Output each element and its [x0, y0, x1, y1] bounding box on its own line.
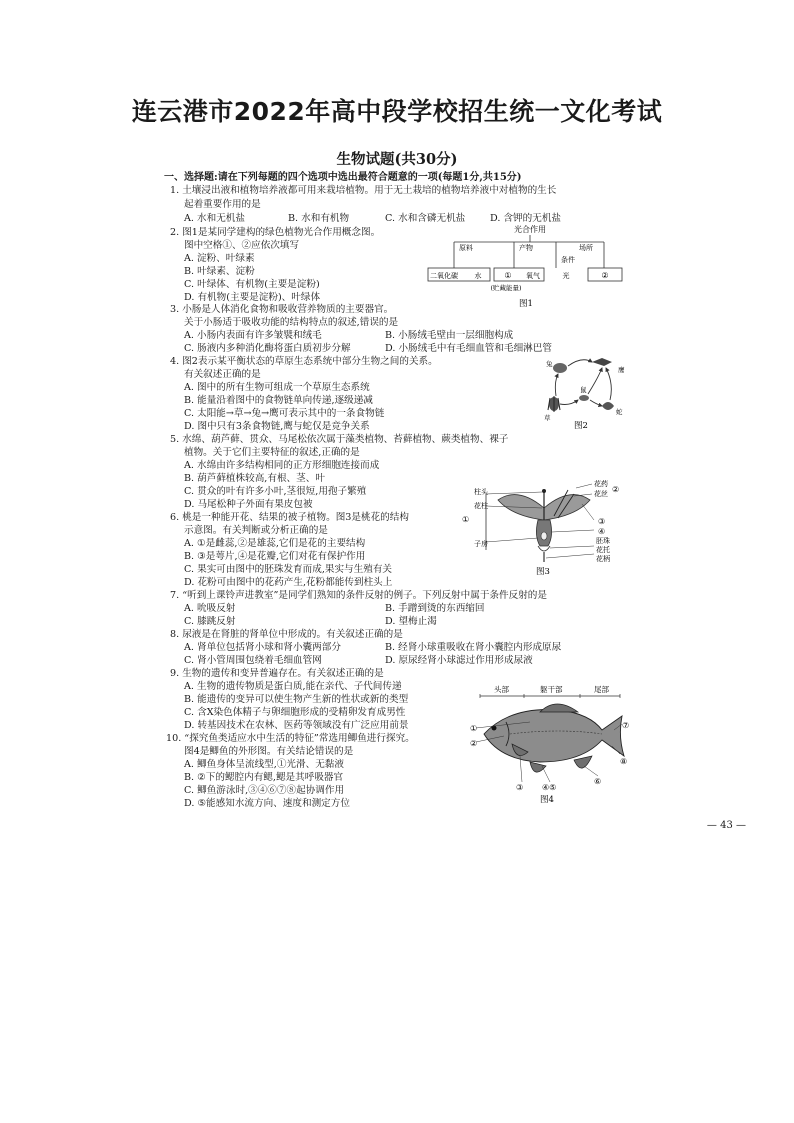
fig1-box-oxygen: 氧气 — [526, 272, 540, 280]
pelvic-fin-icon — [530, 762, 546, 772]
fig1-label-materials: 原料 — [459, 244, 473, 252]
fig1-label-site: 场所 — [579, 244, 593, 252]
q10-option-d: D. ⑤能感知水流方向、速度和测定方位 — [184, 798, 350, 809]
fig4-region-trunk: 躯干部 — [540, 685, 563, 694]
q6-option-c: C. 果实可由图中的胚珠发育而成,果实与生殖有关 — [184, 564, 393, 575]
q9-option-d: D. 转基因技术在农林、医药等领域没有广泛应用前景 — [184, 720, 409, 731]
q10-stem-line2: 图4是鲫鱼的外形图。有关结论错误的是 — [184, 746, 354, 757]
figure-1-photosynthesis-concept-map — [426, 222, 626, 310]
q3-option-a: A. 小肠内表面有许多皱襞和绒毛 — [184, 330, 322, 341]
snake-icon — [602, 402, 614, 410]
q5-option-a: A. 水绵由许多结构相同的正方形细胞连接而成 — [184, 460, 380, 471]
q1-stem-line2: 起着重要作用的是 — [184, 199, 261, 210]
q6-stem-line2: 示意图。有关判断或分析正确的是 — [184, 525, 328, 536]
q6-option-b: B. ③是萼片,④是花瓣,它们对花有保护作用 — [184, 551, 366, 562]
fig3-caption: 图3 — [536, 567, 550, 576]
q5-option-c: C. 贯众的叶有许多小叶,茎很短,用孢子繁殖 — [184, 486, 367, 497]
q4-stem-line1: 4. 图2表示某平衡状态的草原生态系统中部分生物之间的关系。 — [170, 356, 438, 367]
q9-option-a: A. 生物的遗传物质是蛋白质,能在亲代、子代间传递 — [184, 681, 402, 692]
q4-option-d: D. 图中只有3条食物链,鹰与蛇仅是竞争关系 — [184, 421, 370, 432]
q5-option-b: B. 葫芦藓植株较高,有根、茎、叶 — [184, 473, 325, 484]
q7-option-a: A. 吮吸反射 — [184, 603, 236, 614]
q3-stem-line1: 3. 小肠是人体消化食物和吸收营养物质的主要器官。 — [170, 304, 394, 315]
fig2-label-eagle: 鹰 — [618, 366, 625, 374]
q8-option-c: C. 肾小管周围包绕着毛细血管网 — [184, 655, 322, 666]
q8-option-b: B. 经肾小球重吸收在肾小囊腔内形成原尿 — [385, 642, 562, 653]
fig4-num-7: ⑦ — [622, 721, 630, 730]
ovule-icon — [541, 532, 547, 540]
section-heading: 一、选择题:请在下列每题的四个选项中选出最符合题意的一项(每题1分,共15分) — [164, 172, 522, 183]
q2-option-c: C. 叶绿体、有机物(主要是淀粉) — [184, 279, 320, 290]
fig2-label-snake: 蛇 — [616, 408, 623, 416]
mouse-icon — [579, 395, 589, 401]
fig4-region-head: 头部 — [494, 685, 509, 694]
fig2-label-rabbit: 兔 — [546, 360, 553, 368]
fig1-box-light: 光 — [562, 272, 570, 280]
q5-option-d: D. 马尾松种子外面有果皮包被 — [184, 499, 313, 510]
fig1-top-label: 光合作用 — [514, 225, 546, 234]
fig1-energy-note: (贮藏能量) — [490, 284, 522, 292]
q1-stem-line1: 1. 土壤浸出液和植物培养液都可用来栽培植物。用于无土栽培的植物培养液中对植物的生长 — [170, 185, 557, 196]
fig4-caption: 图4 — [540, 795, 554, 805]
q4-option-a: A. 图中的所有生物可组成一个草原生态系统 — [184, 382, 370, 393]
q10-stem-line1: 10. “探究鱼类适应水中生活的特征”常选用鲫鱼进行探究。 — [166, 733, 415, 744]
q7-option-d: D. 望梅止渴 — [385, 616, 437, 627]
fig1-box-blank-2: ② — [601, 271, 609, 280]
q3-option-b: B. 小肠绒毛壁由一层细胞构成 — [385, 330, 514, 341]
q2-option-a: A. 淀粉、叶绿素 — [184, 253, 255, 264]
fig3-label-style: 花柱 — [474, 502, 488, 510]
q8-option-d: D. 原尿经肾小球滤过作用形成尿液 — [385, 655, 533, 666]
dorsal-fin-icon — [540, 704, 578, 712]
q9-option-b: B. 能遗传的变异可以使生物产生新的性状或新的类型 — [184, 694, 409, 705]
anal-fin-icon — [574, 756, 592, 768]
q9-stem-line1: 9. 生物的遗传和变异普遍存在。有关叙述正确的是 — [170, 668, 384, 679]
q5-stem-line2: 植物。关于它们主要特征的叙述,正确的是 — [184, 447, 360, 458]
fig4-num-4-5: ④⑤ — [542, 783, 557, 792]
q8-option-a: A. 肾单位包括肾小球和肾小囊两部分 — [184, 642, 341, 653]
q4-option-c: C. 太阳能→草→兔→鹰可表示其中的一条食物链 — [184, 408, 385, 419]
fig3-label-stigma: 柱头 — [474, 488, 488, 496]
q10-option-c: C. 鲫鱼游泳时,③④⑥⑦⑧起协调作用 — [184, 785, 345, 796]
page-number: — 43 — — [706, 820, 746, 831]
q7-stem-line1: 7. “听到上课铃声进教室”是同学们熟知的条件反射的例子。下列反射中属于条件反射的是 — [170, 590, 547, 601]
fig1-caption: 图1 — [519, 299, 533, 309]
figure-2-food-web — [540, 354, 628, 430]
fig2-caption: 图2 — [574, 421, 588, 430]
figure-4-crucian-carp — [470, 682, 634, 806]
fig3-label-peduncle: 花柄 — [596, 555, 610, 563]
fig1-box-blank-1: ① — [504, 271, 512, 280]
q7-option-c: C. 膝跳反射 — [184, 616, 236, 627]
fig3-label-ovary: 子房 — [474, 540, 488, 548]
exam-title: 连云港市2022年高中段学校招生统一文化考试 — [131, 97, 663, 126]
q6-option-a: A. ①是雌蕊,②是雄蕊,它们是花的主要结构 — [184, 538, 366, 549]
fig3-label-anther: 花药 — [594, 480, 608, 488]
q4-option-b: B. 能量沿着图中的食物链单向传递,逐级递减 — [184, 395, 373, 406]
q8-stem-line1: 8. 尿液是在肾脏的肾单位中形成的。有关叙述正确的是 — [170, 629, 403, 640]
q2-option-b: B. 叶绿素、淀粉 — [184, 266, 255, 277]
q3-option-d: D. 小肠绒毛中有毛细血管和毛细淋巴管 — [385, 343, 552, 354]
fig1-box-water: 水 — [474, 272, 482, 280]
q10-option-a: A. 鲫鱼身体呈流线型,①光滑、无黏液 — [184, 759, 344, 770]
q1-option-a: A. 水和无机盐 — [184, 213, 245, 224]
figure-3-peach-flower — [458, 480, 630, 576]
q1-option-b: B. 水和有机物 — [288, 213, 350, 224]
fig4-num-2: ② — [470, 739, 478, 748]
fig3-label-receptacle: 花托 — [596, 546, 610, 554]
rabbit-icon — [553, 363, 567, 373]
q3-stem-line2: 关于小肠适于吸收功能的结构特点的叙述,错误的是 — [184, 317, 399, 328]
fig4-num-8: ⑧ — [620, 757, 628, 766]
fig3-label-4: ④ — [598, 527, 606, 536]
q10-option-b: B. ②下的鳃腔内有鳃,鳃是其呼吸器官 — [184, 772, 344, 783]
fig4-num-6: ⑥ — [594, 777, 602, 786]
q7-option-b: B. 手蹭到烫的东西缩回 — [385, 603, 485, 614]
fig4-num-1: ① — [470, 724, 478, 733]
q2-stem-line1: 2. 图1是某同学建构的绿色植物光合作用概念图。 — [170, 227, 381, 238]
fig2-label-grass: 草 — [544, 414, 551, 422]
q1-option-c: C. 水和含磷无机盐 — [385, 213, 466, 224]
receptacle-icon — [538, 546, 550, 551]
q5-stem-line1: 5. 水绵、葫芦藓、贯众、马尾松依次属于藻类植物、苔藓植物、蕨类植物、裸子 — [170, 434, 509, 445]
fig1-label-conditions: 条件 — [561, 256, 575, 264]
q6-option-d: D. 花粉可由图中的花药产生,花粉都能传到柱头上 — [184, 577, 393, 588]
fig3-label-ovule: 胚珠 — [596, 537, 610, 545]
stigma-icon — [542, 489, 546, 493]
fig1-label-products: 产物 — [519, 244, 533, 252]
fig3-label-3: ③ — [598, 517, 606, 526]
eagle-icon — [592, 358, 612, 366]
q3-option-c: C. 肠液内多种消化酶将蛋白质初步分解 — [184, 343, 351, 354]
q1-option-d: D. 含钾的无机盐 — [490, 213, 562, 224]
fig4-region-tail: 尾部 — [594, 685, 609, 694]
q2-stem-line2: 图中空格①、②应依次填写 — [184, 240, 300, 251]
fig1-box-co2: 二氧化碳 — [430, 272, 458, 280]
fig4-num-3: ③ — [516, 783, 524, 792]
fig3-label-filament: 花丝 — [594, 490, 608, 498]
q9-option-c: C. 含X染色体精子与卵细胞形成的受精卵发育成男性 — [184, 707, 406, 718]
q6-stem-line1: 6. 桃是一种能开花、结果的被子植物。图3是桃花的结构 — [170, 512, 409, 523]
q2-option-d: D. 有机物(主要是淀粉)、叶绿体 — [184, 292, 321, 303]
fig2-label-mouse: 鼠 — [580, 386, 587, 394]
fish-body-icon — [484, 710, 624, 763]
fig3-label-2: ② — [612, 485, 620, 494]
fig3-label-1: ① — [462, 515, 470, 524]
q4-stem-line2: 有关叙述正确的是 — [184, 369, 261, 380]
paper-subtitle: 生物试题(共30分) — [336, 151, 458, 168]
